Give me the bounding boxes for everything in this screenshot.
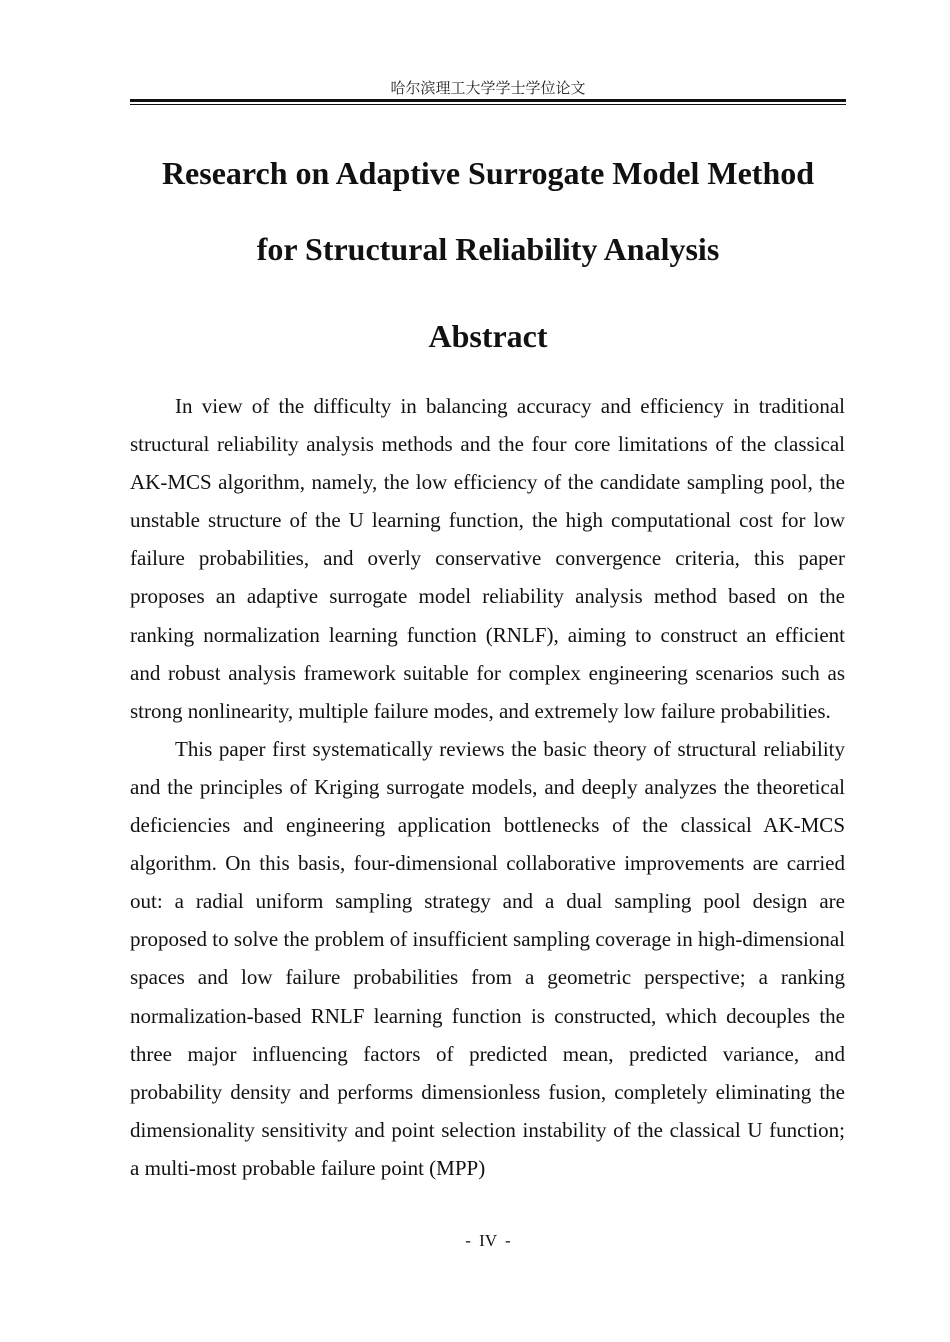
abstract-heading: Abstract [428, 318, 548, 354]
abstract-paragraph-1: In view of the difficulty in balancing accuracy and efficiency in traditional structural reliability analysis methods and the four core limitations of the classical AK-MCS algorithm, namely, the low efficiency of the candidate sampling pool, the unstable structure of the U learning function, the high computational cost for low failure probabilities, and overly conservative convergence criteria, this paper proposes an adaptive surrogate model reliability analysis method based on the ranking normalization learning function (RNLF), aiming to construct an efficient and robust analysis framework suitable for complex engineering scenarios such as strong nonlinearity, multiple failure modes, and extremely low failure probabilities. [130, 394, 845, 723]
running-header: 哈尔滨理工大学学士学位论文 [390, 79, 586, 97]
thesis-title-line-1: Research on Adaptive Surrogate Model Method [161, 155, 815, 191]
thesis-title-line-2: for Structural Reliability Analysis [256, 231, 720, 267]
abstract-body [130, 387, 845, 1187]
page-number: - IV - [465, 1231, 511, 1250]
abstract-paragraph-2: This paper first systematically reviews the basic theory of structural reliability and the principles of Kriging surrogate models, and deeply analyzes the theoretical deficiencies and engineering application bottlenecks of the classical AK-MCS algorithm. On this basis, four-dimensional collaborative improvements are carried out: a radial uniform sampling strategy and a dual sampling pool design are proposed to solve the problem of insufficient sampling coverage in high-dimensional spaces and low failure probabilities from a geometric perspective; a ranking normalization-based RNLF learning function is constructed, which decouples the three major influencing factors of predicted mean, predicted variance, and probability density and performs dimensionless fusion, completely eliminating the dimensionality sensitivity and point selection instability of the classical U function; a multi-most probable failure point (MPP) [130, 736, 845, 1180]
header-rule-thick [130, 99, 846, 102]
header-rule-thin [130, 104, 846, 105]
